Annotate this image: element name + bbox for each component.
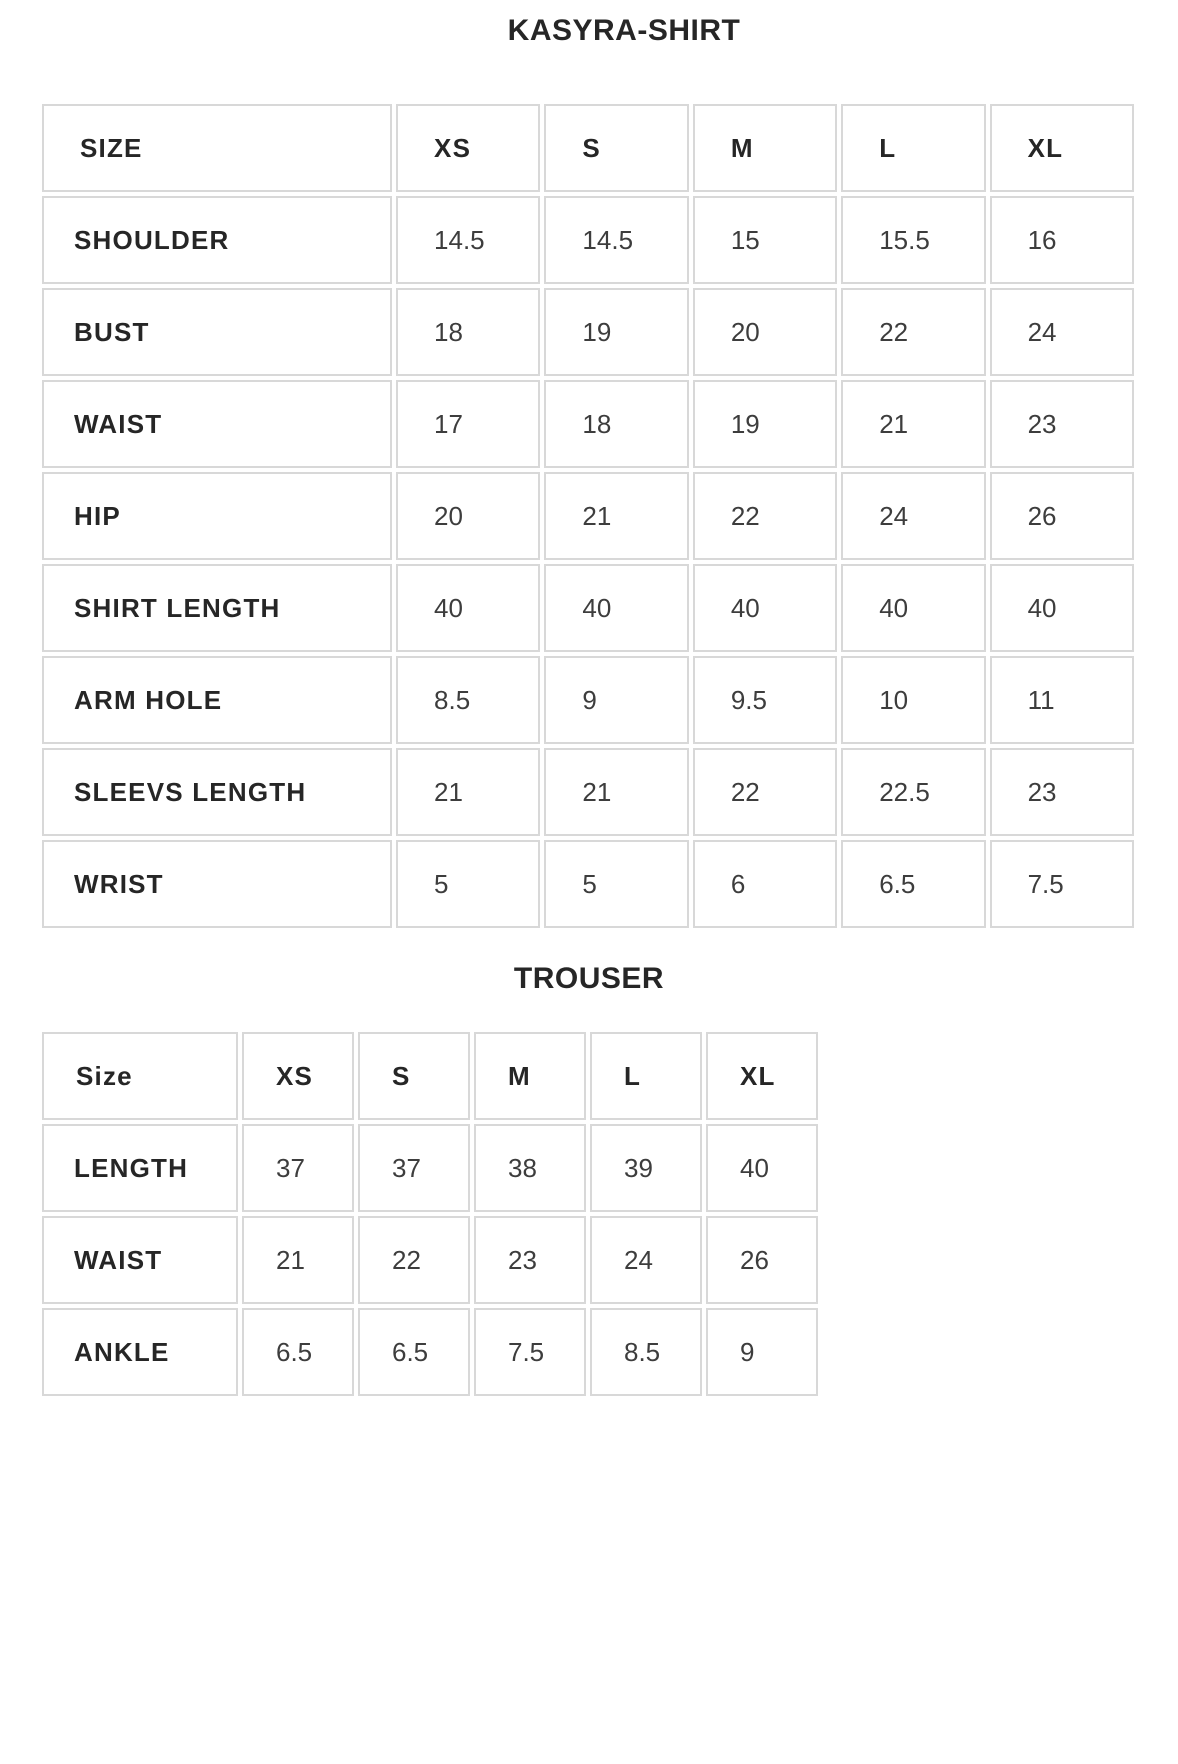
trouser-cell-value: 21 — [242, 1216, 354, 1304]
trouser-row-label: ANKLE — [42, 1308, 238, 1396]
table-row — [42, 656, 1134, 744]
shirt-header-s: S — [544, 104, 688, 192]
shirt-cell-value: 23 — [990, 380, 1134, 468]
shirt-row-label: ARM HOLE — [42, 656, 392, 744]
trouser-cell-value: 6.5 — [358, 1308, 470, 1396]
shirt-row-label: HIP — [42, 472, 392, 560]
shirt-table-container — [0, 100, 1178, 932]
table-row — [42, 1308, 818, 1396]
trouser-row-label: LENGTH — [42, 1124, 238, 1212]
shirt-cell-value: 21 — [544, 472, 688, 560]
table-row — [42, 840, 1134, 928]
shirt-cell-value: 18 — [544, 380, 688, 468]
trouser-header-xs: XS — [242, 1032, 354, 1120]
shirt-cell-value: 14.5 — [396, 196, 540, 284]
table-row — [42, 472, 1134, 560]
shirt-cell-value: 20 — [693, 288, 837, 376]
table-header-row — [42, 104, 1134, 192]
shirt-cell-value: 21 — [396, 748, 540, 836]
trouser-cell-value: 9 — [706, 1308, 818, 1396]
shirt-cell-value: 22 — [693, 472, 837, 560]
shirt-row-label: SHIRT LENGTH — [42, 564, 392, 652]
shirt-cell-value: 40 — [990, 564, 1134, 652]
trouser-header-xl: XL — [706, 1032, 818, 1120]
shirt-cell-value: 24 — [990, 288, 1134, 376]
trouser-title: TROUSER — [513, 962, 665, 995]
shirt-cell-value: 40 — [396, 564, 540, 652]
trouser-cell-value: 40 — [706, 1124, 818, 1212]
shirt-cell-value: 11 — [990, 656, 1134, 744]
trouser-cell-value: 24 — [590, 1216, 702, 1304]
table-row — [42, 288, 1134, 376]
shirt-cell-value: 9 — [544, 656, 688, 744]
shirt-cell-value: 5 — [544, 840, 688, 928]
shirt-cell-value: 40 — [693, 564, 837, 652]
shirt-header-xl: XL — [990, 104, 1134, 192]
shirt-cell-value: 5 — [396, 840, 540, 928]
shirt-cell-value: 22 — [693, 748, 837, 836]
shirt-cell-value: 19 — [693, 380, 837, 468]
shirt-row-label: WAIST — [42, 380, 392, 468]
trouser-cell-value: 8.5 — [590, 1308, 702, 1396]
shirt-cell-value: 22 — [841, 288, 985, 376]
trouser-cell-value: 39 — [590, 1124, 702, 1212]
trouser-cell-value: 23 — [474, 1216, 586, 1304]
shirt-row-label: SLEEVS LENGTH — [42, 748, 392, 836]
shirt-cell-value: 15.5 — [841, 196, 985, 284]
shirt-cell-value: 40 — [544, 564, 688, 652]
trouser-table-container — [0, 1028, 1178, 1400]
shirt-cell-value: 17 — [396, 380, 540, 468]
trouser-header-l: L — [590, 1032, 702, 1120]
shirt-cell-value: 9.5 — [693, 656, 837, 744]
shirt-cell-value: 23 — [990, 748, 1134, 836]
shirt-cell-value: 10 — [841, 656, 985, 744]
trouser-size-table — [38, 1028, 822, 1400]
shirt-cell-value: 14.5 — [544, 196, 688, 284]
shirt-cell-value: 24 — [841, 472, 985, 560]
table-row — [42, 380, 1134, 468]
shirt-title: KASYRA-SHIRT — [507, 14, 741, 47]
table-header-row — [42, 1032, 818, 1120]
shirt-cell-value: 22.5 — [841, 748, 985, 836]
shirt-cell-value: 18 — [396, 288, 540, 376]
trouser-cell-value: 37 — [242, 1124, 354, 1212]
table-row — [42, 1216, 818, 1304]
shirt-header-xs: XS — [396, 104, 540, 192]
shirt-cell-value: 15 — [693, 196, 837, 284]
shirt-cell-value: 19 — [544, 288, 688, 376]
shirt-cell-value: 8.5 — [396, 656, 540, 744]
trouser-cell-value: 6.5 — [242, 1308, 354, 1396]
size-chart-page — [0, 14, 1178, 1764]
trouser-cell-value: 22 — [358, 1216, 470, 1304]
shirt-header-l: L — [841, 104, 985, 192]
shirt-header-m: M — [693, 104, 837, 192]
trouser-cell-value: 26 — [706, 1216, 818, 1304]
trouser-cell-value: 7.5 — [474, 1308, 586, 1396]
trouser-header-m: M — [474, 1032, 586, 1120]
table-row — [42, 564, 1134, 652]
shirt-cell-value: 7.5 — [990, 840, 1134, 928]
shirt-cell-value: 16 — [990, 196, 1134, 284]
shirt-cell-value: 20 — [396, 472, 540, 560]
shirt-cell-value: 26 — [990, 472, 1134, 560]
trouser-row-label: WAIST — [42, 1216, 238, 1304]
shirt-cell-value: 6 — [693, 840, 837, 928]
shirt-row-label: BUST — [42, 288, 392, 376]
shirt-row-label: WRIST — [42, 840, 392, 928]
shirt-cell-value: 21 — [841, 380, 985, 468]
shirt-cell-value: 21 — [544, 748, 688, 836]
table-row — [42, 1124, 818, 1212]
shirt-cell-value: 6.5 — [841, 840, 985, 928]
shirt-row-label: SHOULDER — [42, 196, 392, 284]
trouser-cell-value: 38 — [474, 1124, 586, 1212]
table-row — [42, 748, 1134, 836]
shirt-size-table — [38, 100, 1138, 932]
table-row — [42, 196, 1134, 284]
shirt-cell-value: 40 — [841, 564, 985, 652]
trouser-cell-value: 37 — [358, 1124, 470, 1212]
trouser-header-size-label: Size — [42, 1032, 238, 1120]
shirt-header-size-label: SIZE — [42, 104, 392, 192]
trouser-header-s: S — [358, 1032, 470, 1120]
